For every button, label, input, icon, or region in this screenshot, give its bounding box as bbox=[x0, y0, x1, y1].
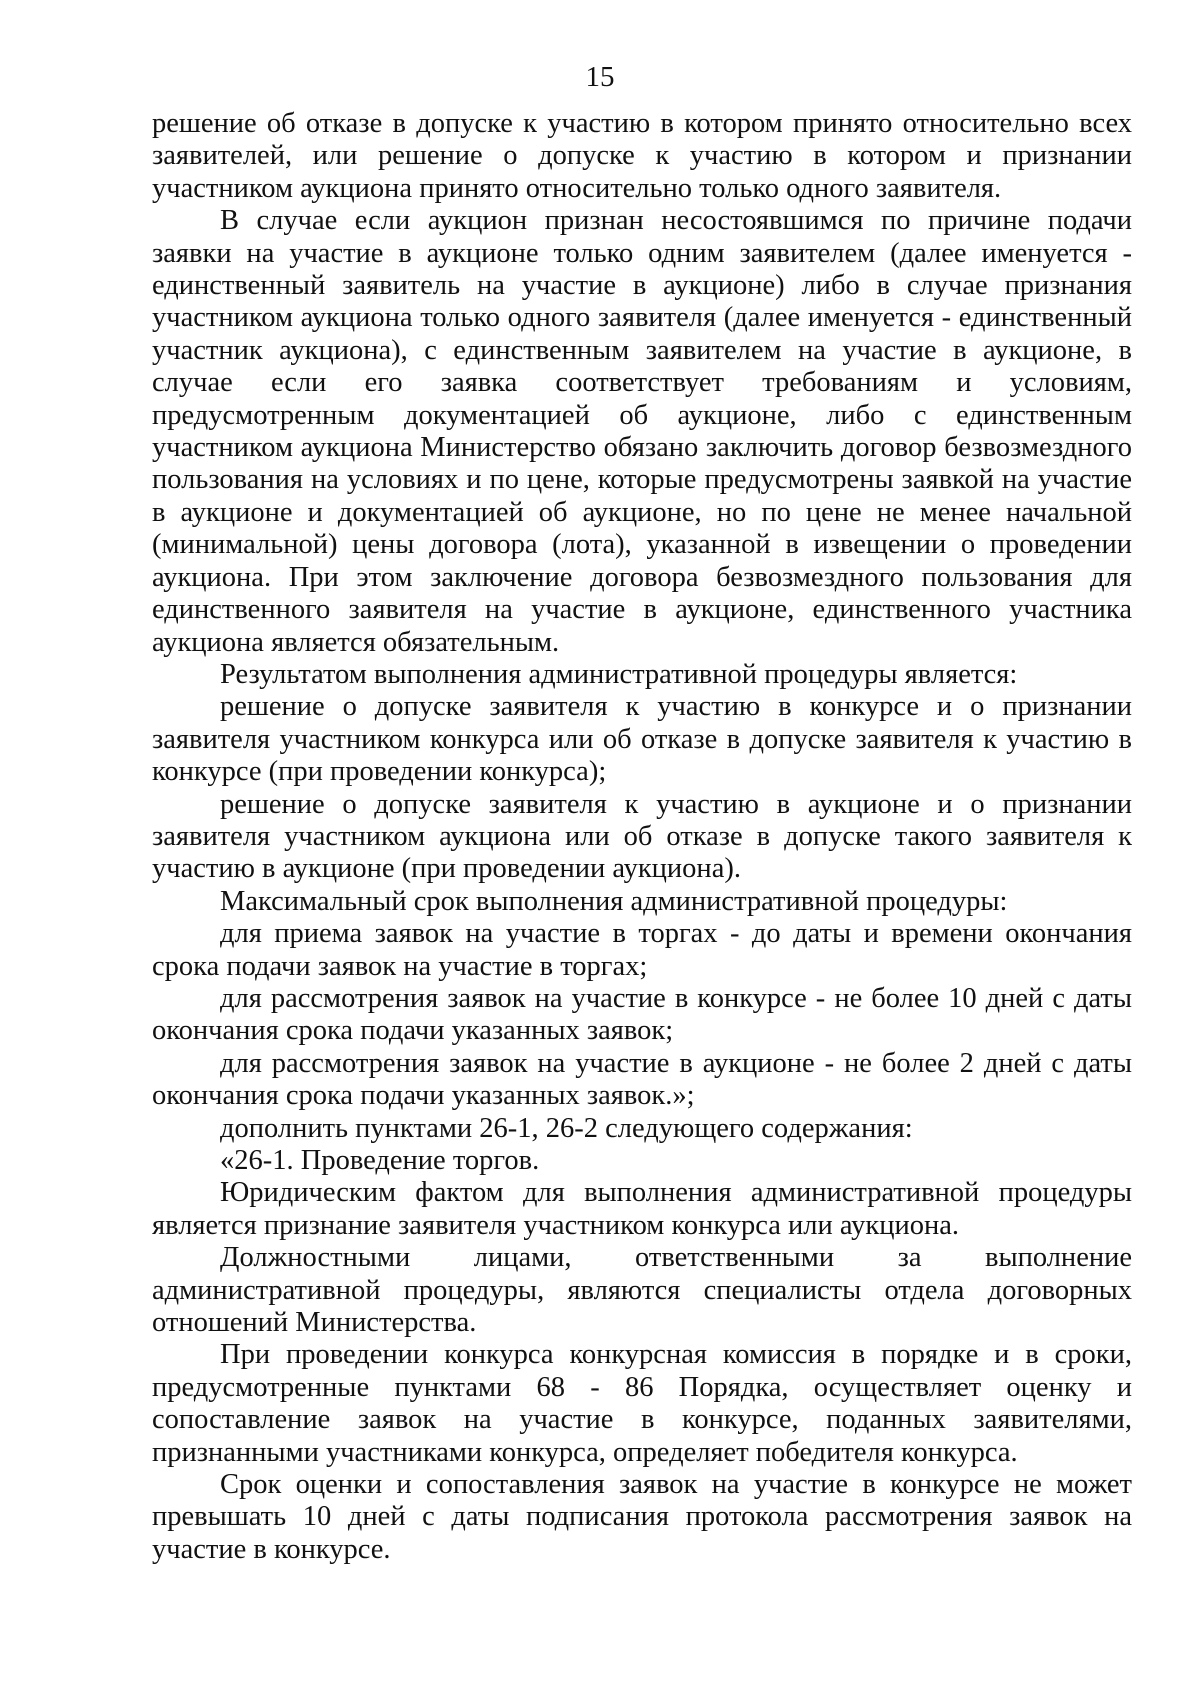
paragraph-single-bidder-contract: В случае если аукцион признан несостоявшимся по причине подачи заявки на участие в аукционе только одним заявителем (далее именуется - единственный заявитель на участие в аукционе) либо в случае признания участником аукциона только одного заявителя (далее именуется - единственный участник аукциона), с единственным заявителем на участие в аукционе, в случае если его заявка соответствует требованиям и условиям, предусмотренным документацией об аукционе, либо с единственным участником аукциона Министерство обязано заключить договор безвозмездного пользования на условиях и по цене, которые предусмотрены заявкой на участие в аукционе и документацией об аукционе, но по цене не менее начальной (минимальной) цены договора (лота), указанной в извещении о проведении аукциона. При этом заключение договора безвозмездного пользования для единственного заявителя на участие в аукционе, единственного участника аукциона является обязательным. bbox=[152, 205, 1132, 658]
paragraph-application-intake: для приема заявок на участие в торгах - до даты и времени окончания срока подачи заявок на участие в торгах; bbox=[152, 918, 1132, 982]
paragraph-competition-evaluation: При проведении конкурса конкурсная комиссия в порядке и в сроки, предусмотренные пунктами 68 - 86 Порядка, осуществляет оценку и сопоставление заявок на участие в конкурсе, поданных заявителями, признанными участниками конкурса, определяет победителя конкурса. bbox=[152, 1339, 1132, 1468]
paragraph-legal-fact: Юридическим фактом для выполнения административной процедуры является признание заявителя участником конкурса или аукциона. bbox=[152, 1177, 1132, 1241]
page-number: 15 bbox=[585, 61, 615, 93]
paragraph-max-duration: Максимальный срок выполнения административной процедуры: bbox=[220, 885, 1008, 917]
paragraph-evaluation-deadline: Срок оценки и сопоставления заявок на участие в конкурсе не может превышать 10 дней с даты подписания протокола рассмотрения заявок на участие в конкурсе. bbox=[152, 1469, 1132, 1565]
paragraph-auction-decision: решение о допуске заявителя к участию в аукционе и о признании заявителя участником аукциона или об отказе в допуске такого заявителя к участию в аукционе (при проведении аукциона). bbox=[152, 788, 1132, 885]
paragraph-competition-review: для рассмотрения заявок на участие в конкурсе - не более 10 дней с даты окончания срока подачи указанных заявок; bbox=[152, 982, 1132, 1047]
paragraph-responsible-officials: Должностными лицами, ответственными за выполнение административной процедуры, являются специалисты отдела договорных отношений Министерства. bbox=[152, 1242, 1132, 1339]
paragraph-amendment-intro: дополнить пунктами 26-1, 26-2 следующего содержания: bbox=[220, 1112, 913, 1144]
paragraph-continuation: решение об отказе в допуске к участию в котором принято относительно всех заявителей, или решение о допуске к участию в котором и признании участником аукциона принято относительно только одного заявителя. bbox=[152, 108, 1132, 204]
paragraph-competition-decision: решение о допуске заявителя к участию в конкурсе и о признании заявителя участником конкурса или об отказе в допуске заявителя к участию в конкурсе (при проведении конкурса); bbox=[152, 691, 1132, 788]
section-heading-26-1: «26-1. Проведение торгов. bbox=[220, 1145, 540, 1176]
paragraph-procedure-result: Результатом выполнения административной процедуры является: bbox=[220, 658, 1018, 690]
paragraph-auction-review: для рассмотрения заявок на участие в аукционе - не более 2 дней с даты окончания срока подачи указанных заявок.»; bbox=[152, 1047, 1132, 1112]
document-body bbox=[152, 108, 1132, 1566]
